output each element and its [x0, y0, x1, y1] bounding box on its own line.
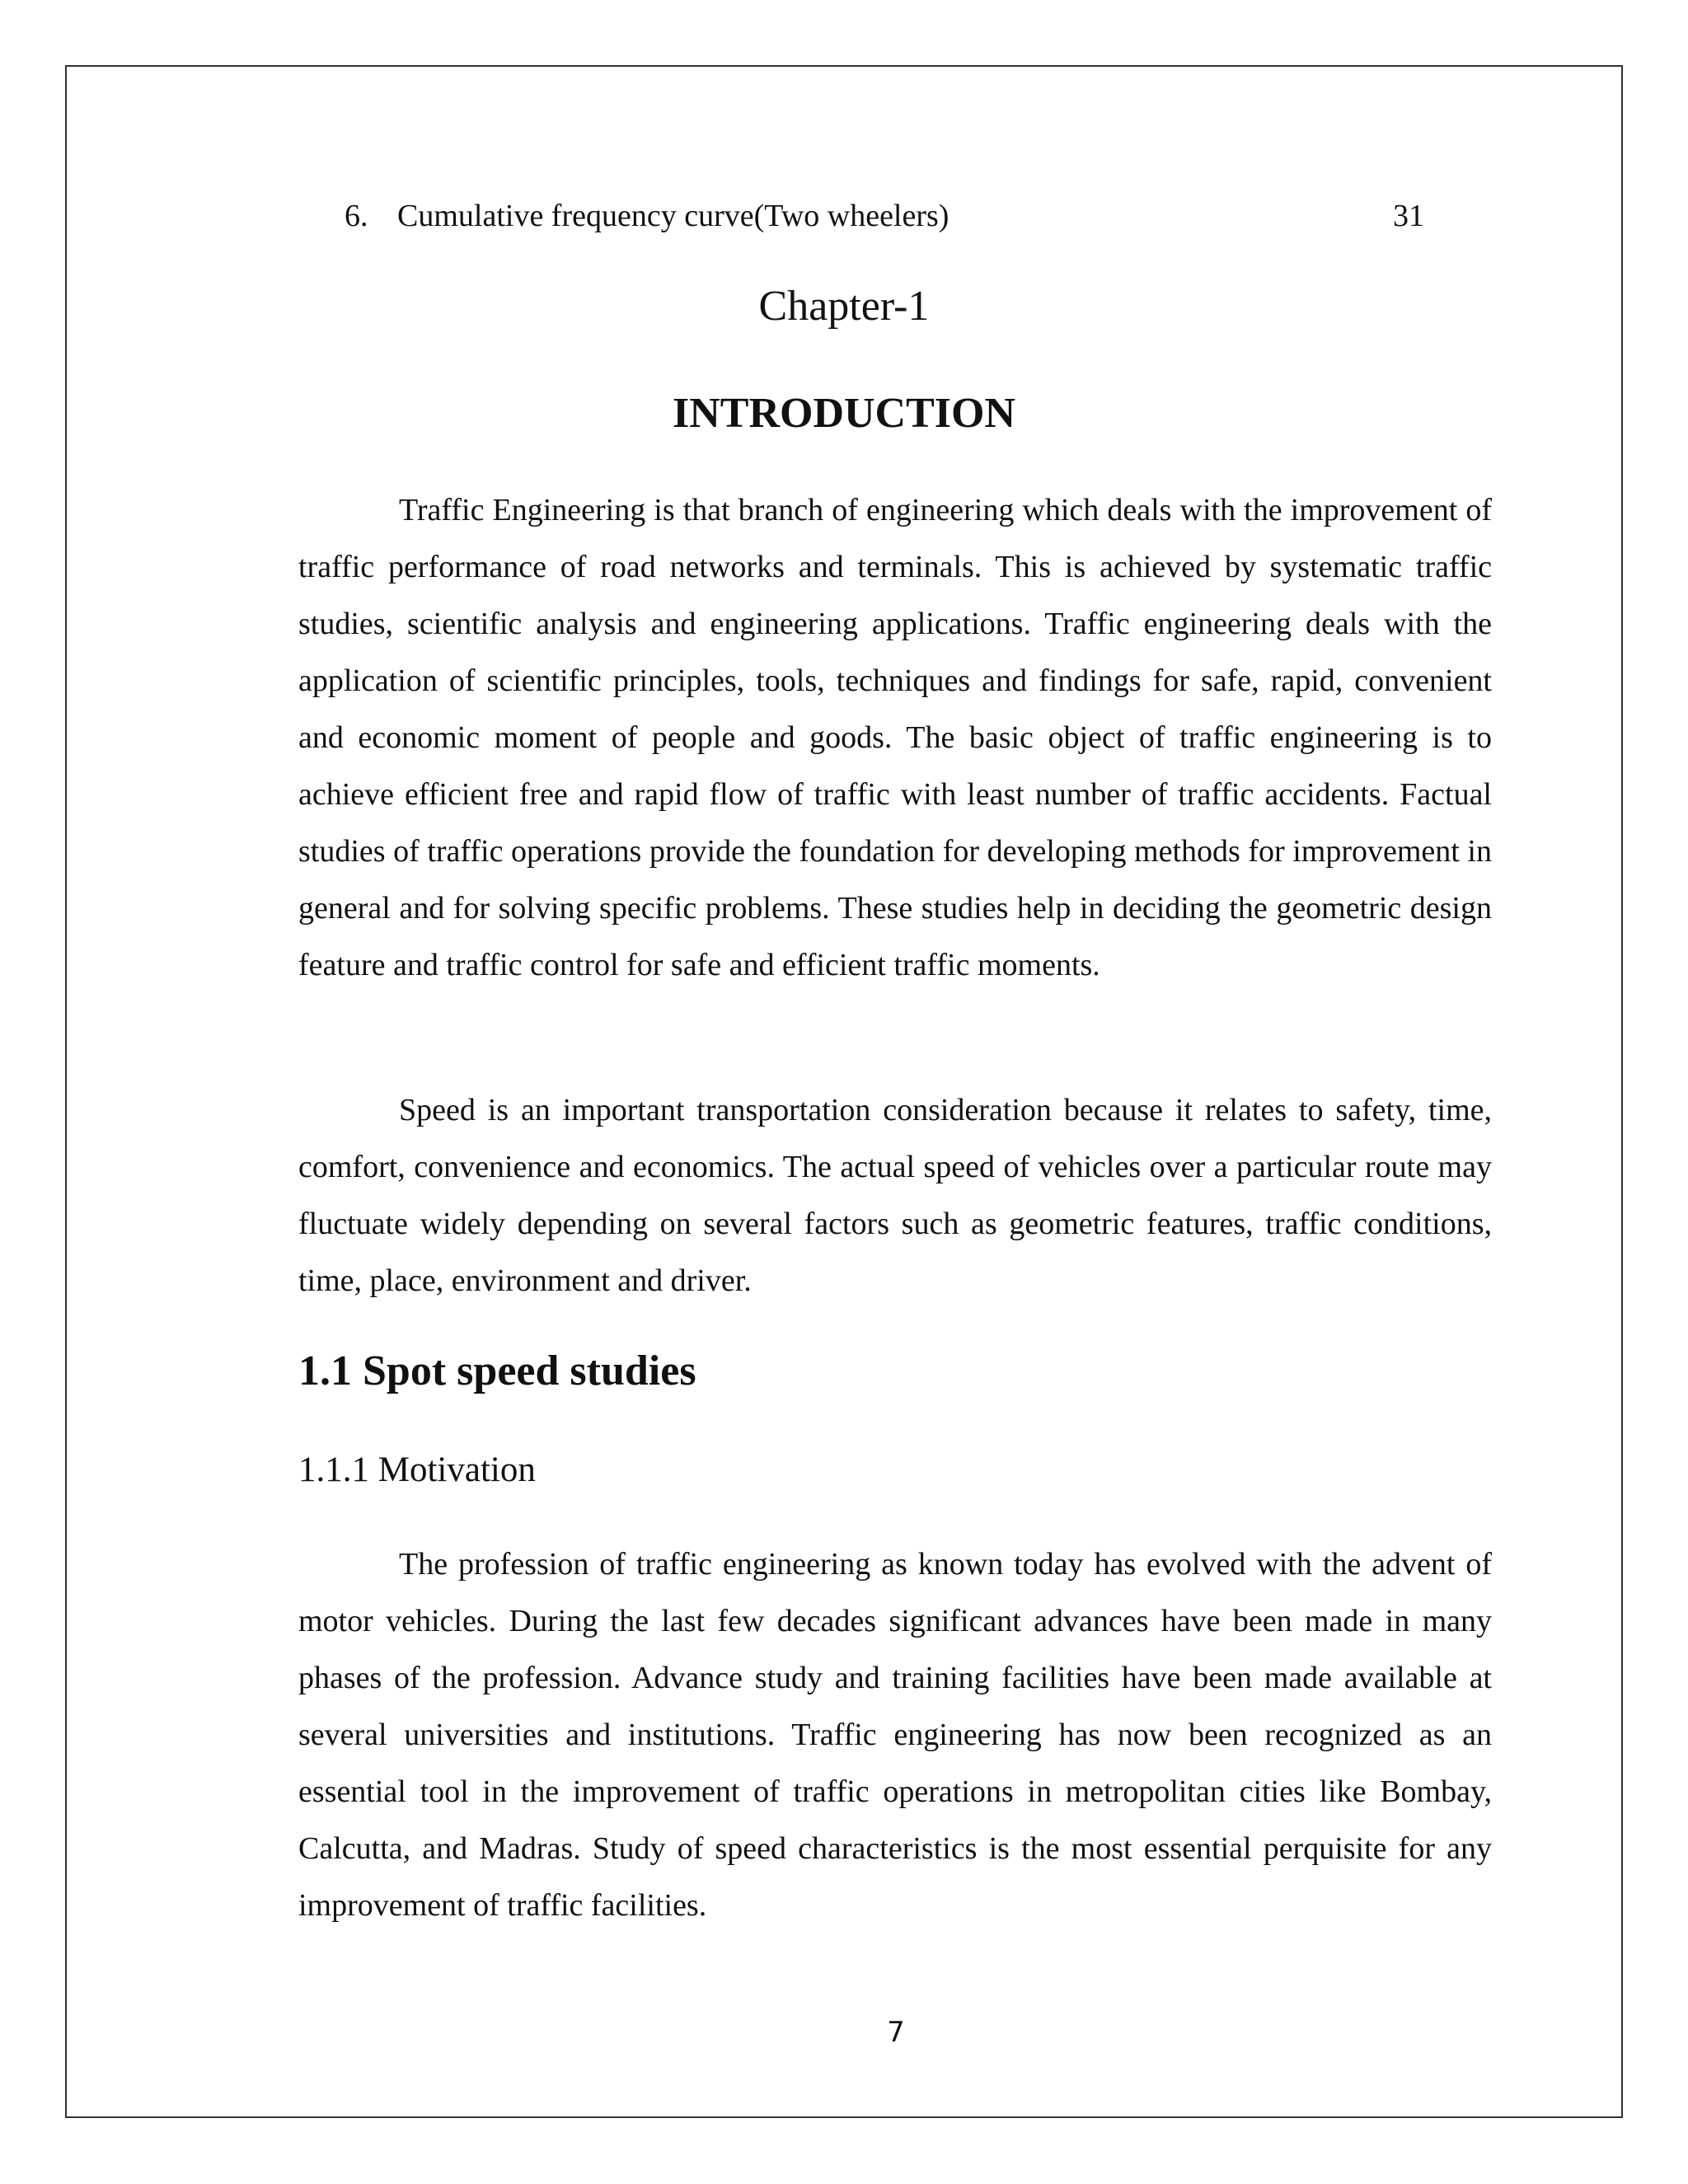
motivation-paragraph: The profession of traffic engineering as known today has evolved with the advent of motor vehicles. During the last few decades significant advances have been made in many phases of the profession. Advance study and training facilities have been made available at several universities and institutions. Traffic engineering has now been recognized as an essential tool in the improvement of traffic operations in metropolitan cities like Bombay, Calcutta, and Madras. Study of speed characteristics is the most essential perquisite for any improvement of traffic facilities. [298, 1547, 1492, 1923]
intro-paragraph-2: Speed is an important transportation consideration because it relates to safety, time, comfort, convenience and economics. The actual speed of vehicles over a particular route may fluctuate widely depending on several factors such as geometric features, traffic conditions, time, place, environment and driver. [298, 1093, 1492, 1298]
toc-entry-title: Cumulative frequency curve(Two wheelers) [397, 199, 950, 233]
toc-entry-number: 6. [345, 199, 368, 233]
section-heading: 1.1 Spot speed studies [298, 1347, 696, 1394]
chapter-title: INTRODUCTION [672, 390, 1016, 437]
subsection-heading: 1.1.1 Motivation [298, 1451, 536, 1489]
chapter-label: Chapter-1 [758, 283, 930, 330]
intro-paragraph-1: Traffic Engineering is that branch of engineering which deals with the improvement of traffic performance of road networks and terminals. This is achieved by systematic traffic studies, scientific analysis and engineering applications. Traffic engineering deals with the application of scientific principles, tools, techniques and findings for safe, rapid, convenient and economic moment of people and goods. The basic object of traffic engineering is to achieve efficient free and rapid flow of traffic with least number of traffic accidents. Factual studies of traffic operations provide the foundation for developing methods for improvement in general and for solving specific problems. These studies help in deciding the geometric design feature and traffic control for safe and efficient traffic moments. [298, 493, 1492, 982]
page-number: 7 [887, 2016, 905, 2049]
toc-entry-page: 31 [1393, 199, 1424, 233]
